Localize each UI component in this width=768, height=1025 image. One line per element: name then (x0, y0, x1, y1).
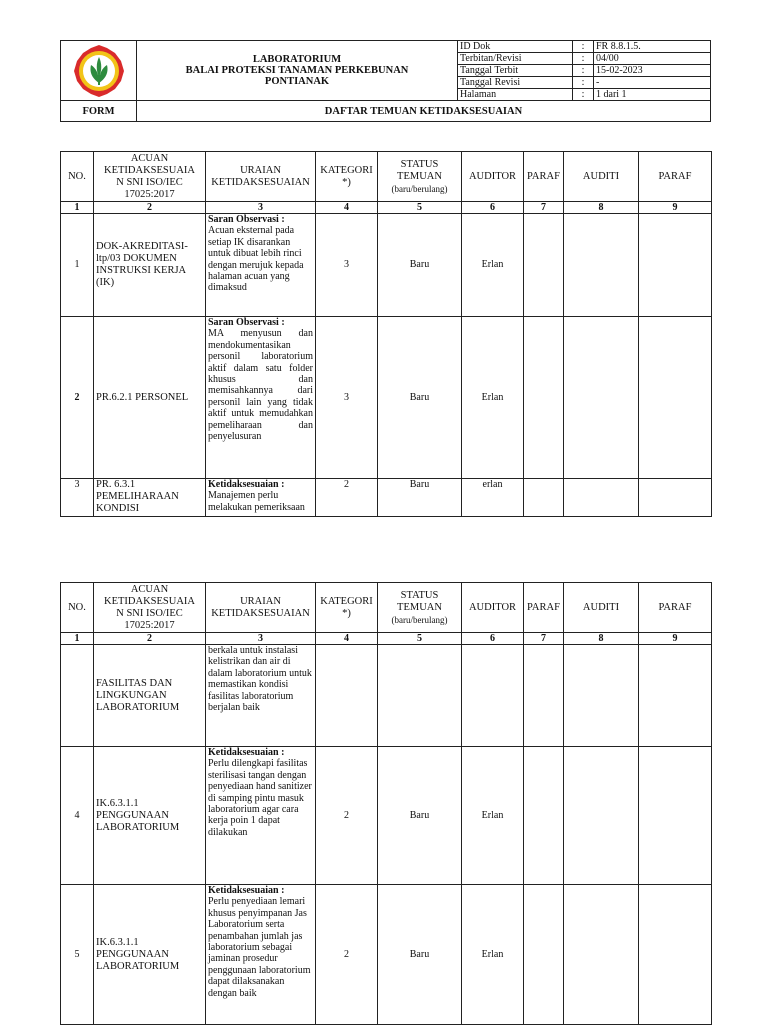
row-acuan: PR.6.2.1 PERSONEL (94, 317, 206, 479)
org-title (137, 41, 458, 101)
row-uraian (206, 214, 316, 317)
col-number: 9 (639, 202, 712, 214)
col-number: 2 (94, 633, 206, 645)
row-no: 5 (61, 885, 94, 1025)
uraian-head: Ketidaksesuaian : (208, 479, 285, 490)
uraian-body: berkala untuk instalasi kelistrikan dan air di dalam laboratorium untuk memastikan kondisi fasilitas laboratorium berjalan baik (208, 645, 312, 714)
col-number: 7 (524, 202, 564, 214)
col-paraf-1: PARAF (524, 583, 564, 633)
meta-value: 04/00 (594, 53, 711, 65)
uraian-head: Ketidaksesuaian : (208, 747, 285, 758)
org-line-3: PONTIANAK (264, 76, 330, 87)
row-kategori: 3 (316, 214, 378, 317)
col-status-line: STATUS (400, 589, 439, 601)
col-number: 9 (639, 633, 712, 645)
col-number: 2 (94, 202, 206, 214)
col-kategori (316, 583, 378, 633)
col-acuan (94, 583, 206, 633)
row-auditi (564, 214, 639, 317)
col-status-line: STATUS (400, 158, 439, 170)
row-paraf-2 (639, 479, 712, 517)
row-auditi (564, 645, 639, 747)
row-status: Baru (378, 885, 462, 1025)
row-kategori (316, 645, 378, 747)
col-paraf-1: PARAF (524, 152, 564, 202)
col-status-line: (baru/berulang) (391, 183, 448, 194)
col-number: 8 (564, 202, 639, 214)
col-status-line: (baru/berulang) (391, 614, 448, 625)
row-acuan: IK.6.3.1.1 PENGGUNAAN LABORATORIUM (94, 747, 206, 885)
uraian-head: Saran Observasi : (208, 214, 285, 225)
col-number: 3 (206, 633, 316, 645)
meta-value: 15-02-2023 (594, 65, 711, 77)
col-number: 5 (378, 633, 462, 645)
row-auditor: Erlan (462, 317, 524, 479)
col-status (378, 152, 462, 202)
col-kategori-line: KATEGORI (320, 164, 373, 176)
row-status: Baru (378, 214, 462, 317)
col-kategori-line: *) (342, 176, 351, 188)
col-status-line: TEMUAN (397, 601, 442, 613)
row-status: Baru (378, 747, 462, 885)
form-title: DAFTAR TEMUAN KETIDAKSESUAIAN (137, 101, 711, 122)
col-uraian-line: KETIDAKSESUAIAN (211, 176, 310, 188)
col-number: 8 (564, 633, 639, 645)
col-acuan-line: ACUAN (130, 583, 169, 595)
row-auditor: erlan (462, 479, 524, 517)
table-row (61, 885, 712, 1025)
row-kategori: 2 (316, 885, 378, 1025)
row-no (61, 645, 94, 747)
row-auditi (564, 885, 639, 1025)
meta-key: Halaman (458, 89, 573, 101)
row-acuan: IK.6.3.1.1 PENGGUNAAN LABORATORIUM (94, 885, 206, 1025)
row-kategori: 3 (316, 317, 378, 479)
col-number: 4 (316, 633, 378, 645)
meta-sep: : (573, 53, 594, 65)
col-auditi: AUDITI (564, 583, 639, 633)
col-number: 6 (462, 202, 524, 214)
row-uraian (206, 747, 316, 885)
meta-value: - (594, 77, 711, 89)
row-paraf-2 (639, 214, 712, 317)
col-no: NO. (61, 152, 94, 202)
uraian-body: Perlu dilengkapi fasilitas sterilisasi tangan dengan penyediaan hand sanitizer di samping pintu masuk laboratorium agar cara kerja poin 1 dapat dilakukan (208, 758, 312, 838)
col-auditi: AUDITI (564, 152, 639, 202)
meta-value: FR 8.8.1.5. (594, 41, 711, 53)
row-status: Baru (378, 479, 462, 517)
findings-table-2 (60, 582, 712, 1025)
col-acuan-line: KETIDAKSESUAIA (104, 164, 195, 176)
col-uraian-line: KETIDAKSESUAIAN (211, 607, 310, 619)
row-paraf-1 (524, 645, 564, 747)
col-number: 1 (61, 633, 94, 645)
findings-table-1 (60, 151, 712, 517)
row-no: 2 (61, 317, 94, 479)
meta-value: 1 dari 1 (594, 89, 711, 101)
ministry-logo-icon (71, 43, 127, 99)
row-no: 3 (61, 479, 94, 517)
uraian-head: Saran Observasi : (208, 317, 285, 328)
meta-key: Tanggal Terbit (458, 65, 573, 77)
table-row (61, 479, 712, 517)
uraian-body: Acuan eksternal pada setiap IK disarankan untuk dibuat lebih rinci dengan merujuk kepada halaman acuan yang dimaksud (208, 225, 304, 294)
row-auditor: Erlan (462, 747, 524, 885)
col-acuan-line: ACUAN (130, 152, 169, 164)
meta-sep: : (573, 65, 594, 77)
row-acuan: DOK-AKREDITASI-ltp/03 DOKUMEN INSTRUKSI KERJA (IK) (94, 214, 206, 317)
document-header (60, 40, 711, 122)
row-status (378, 645, 462, 747)
col-acuan-line: 17025:2017 (124, 188, 175, 200)
row-paraf-1 (524, 479, 564, 517)
col-acuan-line: N SNI ISO/IEC (116, 607, 183, 619)
col-uraian-line: URAIAN (240, 595, 281, 607)
row-auditi (564, 747, 639, 885)
row-uraian (206, 885, 316, 1025)
table-row (61, 747, 712, 885)
col-number: 1 (61, 202, 94, 214)
table-row (61, 214, 712, 317)
uraian-body: Manajemen perlu melakukan pemeriksaan (208, 490, 305, 513)
col-number: 4 (316, 202, 378, 214)
meta-sep: : (573, 89, 594, 101)
meta-key: Tanggal Revisi (458, 77, 573, 89)
col-number: 3 (206, 202, 316, 214)
col-paraf-2: PARAF (639, 152, 712, 202)
col-status (378, 583, 462, 633)
row-paraf-1 (524, 885, 564, 1025)
row-kategori: 2 (316, 479, 378, 517)
col-auditor: AUDITOR (462, 583, 524, 633)
col-kategori-line: *) (342, 607, 351, 619)
column-header-row (61, 152, 712, 202)
row-auditor (462, 645, 524, 747)
row-kategori: 2 (316, 747, 378, 885)
row-auditor: Erlan (462, 885, 524, 1025)
col-uraian-line: URAIAN (240, 164, 281, 176)
row-uraian (206, 317, 316, 479)
row-no: 4 (61, 747, 94, 885)
row-acuan: FASILITAS DAN LINGKUNGAN LABORATORIUM (94, 645, 206, 747)
row-auditi (564, 317, 639, 479)
row-no: 1 (61, 214, 94, 317)
row-acuan: PR. 6.3.1 PEMELIHARAAN KONDISI (94, 479, 206, 517)
col-number: 5 (378, 202, 462, 214)
row-uraian (206, 645, 316, 747)
meta-key: Terbitan/Revisi (458, 53, 573, 65)
meta-sep: : (573, 77, 594, 89)
meta-sep: : (573, 41, 594, 53)
meta-key: ID Dok (458, 41, 573, 53)
table-row (61, 317, 712, 479)
row-paraf-2 (639, 317, 712, 479)
col-acuan-line: N SNI ISO/IEC (116, 176, 183, 188)
col-status-line: TEMUAN (397, 170, 442, 182)
row-paraf-1 (524, 747, 564, 885)
row-paraf-2 (639, 747, 712, 885)
org-line-2: BALAI PROTEKSI TANAMAN PERKEBUNAN (185, 65, 409, 76)
column-header-row (61, 583, 712, 633)
row-auditi (564, 479, 639, 517)
uraian-head: Ketidaksesuaian : (208, 885, 285, 896)
col-number: 6 (462, 633, 524, 645)
row-uraian (206, 479, 316, 517)
col-acuan-line: KETIDAKSESUAIA (104, 595, 195, 607)
row-status: Baru (378, 317, 462, 479)
col-number: 7 (524, 633, 564, 645)
col-paraf-2: PARAF (639, 583, 712, 633)
col-auditor: AUDITOR (462, 152, 524, 202)
col-kategori-line: KATEGORI (320, 595, 373, 607)
uraian-body: Perlu penyediaan lemari khusus penyimpanan Jas Laboratorium serta penambahan jumlah jas laboratorium sebagai jaminan prosedur penggunaan laboratorium dapat dilaksanakan dengan baik (208, 896, 311, 999)
col-no: NO. (61, 583, 94, 633)
column-number-row (61, 633, 712, 645)
col-kategori (316, 152, 378, 202)
row-paraf-2 (639, 645, 712, 747)
table-row (61, 645, 712, 747)
uraian-body: MA menyusun dan mendokumentasikan personil laboratorium aktif dalam satu folder khusus dan memisahkannya dari personil lain yang tidak aktif untuk memudahkan pemeliharaan dan penyelusuran (208, 328, 313, 443)
logo-cell (61, 41, 137, 101)
form-label: FORM (61, 101, 137, 122)
col-acuan (94, 152, 206, 202)
row-paraf-1 (524, 317, 564, 479)
column-number-row (61, 202, 712, 214)
row-paraf-2 (639, 885, 712, 1025)
col-acuan-line: 17025:2017 (124, 619, 175, 631)
org-line-1: LABORATORIUM (252, 54, 342, 65)
col-uraian (206, 583, 316, 633)
row-paraf-1 (524, 214, 564, 317)
col-uraian (206, 152, 316, 202)
row-auditor: Erlan (462, 214, 524, 317)
